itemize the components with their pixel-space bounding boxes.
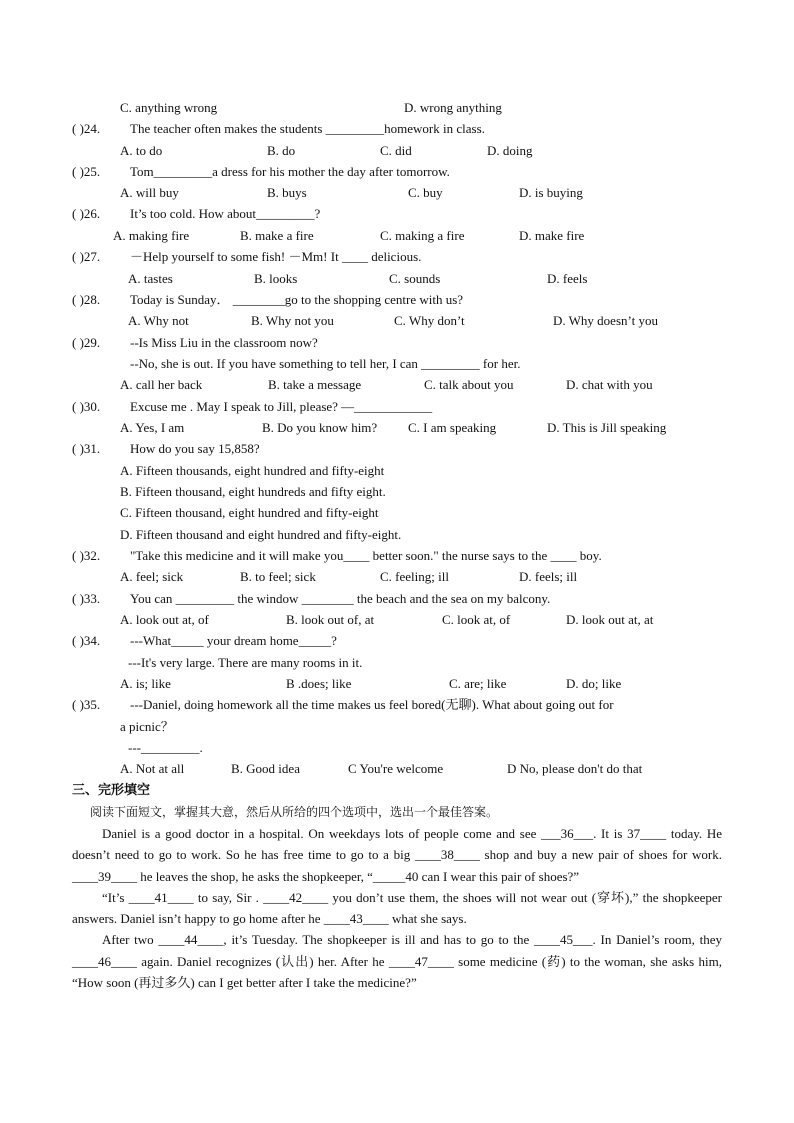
question-stem: How do you say 15,858? [130,441,260,456]
question-stem: You can _________ the window ________ the beach and the sea on my balcony. [130,591,551,606]
question-stem: --Is Miss Liu in the classroom now? [130,335,318,350]
option-d[interactable]: D. make fire [519,228,585,243]
option-a[interactable]: A. Why not [128,313,189,328]
question-stem: ---Daniel, doing homework all the time makes us feel bored(无聊). What about going out for [130,697,614,712]
option-b[interactable]: B. buys [267,185,307,200]
question-stem: It’s too cold. How about_________? [130,206,321,221]
option-d[interactable]: D. doing [487,143,533,158]
passage-paragraph-2: “It’s ____41____ to say, Sir . ____42____ you don’t use them, the shoes will not wear out (穿坏),” the shopkeeper answers. Daniel isn’t happy to go home after he ____43____ what she says. [72,889,722,927]
question-number[interactable]: ( )30. [72,399,101,414]
option-d[interactable]: D. is buying [519,185,583,200]
question-stem: －Help yourself to some fish! －Mm! It ____ delicious. [130,249,422,264]
question-number[interactable]: ( )34. [72,633,101,648]
option-c[interactable]: C. did [380,143,412,158]
question-number[interactable]: ( )32. [72,548,101,563]
option-c[interactable]: C You're welcome [348,761,444,776]
passage-paragraph-1: Daniel is a good doctor in a hospital. On weekdays lots of people come and see ___36___. It is 37____ today. He doesn’t need to go to work. So he has free time to go to a big ____38____ shop and buy a new pair of shoes for work. ____39____ he leaves the shop, he asks the shopkeeper, “_____40 can I wear this pair of shoes?” [72,826,722,884]
option-b[interactable]: B. looks [254,271,298,286]
q23-option-c: C. anything wrong [120,100,218,115]
question-stem-line2: ---It's very large. There are many rooms in it. [128,655,363,670]
option-d[interactable]: D. This is Jill speaking [547,420,667,435]
option-b[interactable]: B. do [267,143,296,158]
option-b[interactable]: B. Why not you [251,313,334,328]
q23-option-d: D. wrong anything [404,100,502,115]
option-d[interactable]: D. chat with you [566,377,653,392]
question-stem: ---What_____ your dream home_____? [130,633,337,648]
option-c[interactable]: C. look at, of [442,612,511,627]
question-number[interactable]: ( )24. [72,121,101,136]
option-d[interactable]: D. Fifteen thousand and eight hundred and fifty-eight. [120,527,402,542]
question-stem: Excuse me . May I speak to Jill, please? —____________ [130,399,433,414]
question-number[interactable]: ( )27. [72,249,101,264]
option-a[interactable]: A. is; like [120,676,171,691]
option-b[interactable]: B. make a fire [240,228,314,243]
option-d[interactable]: D. do; like [566,676,622,691]
option-b[interactable]: B .does; like [286,676,352,691]
option-c[interactable]: C. are; like [449,676,507,691]
option-a[interactable]: A. Not at all [120,761,185,776]
question-number[interactable]: ( )25. [72,164,101,179]
question-number[interactable]: ( )31. [72,441,101,456]
option-c[interactable]: C. Fifteen thousand, eight hundred and fifty-eight [120,505,379,520]
question-stem: "Take this medicine and it will make you____ better soon." the nurse says to the ____ boy. [130,548,602,563]
question-number[interactable]: ( )26. [72,206,101,221]
option-b[interactable]: B. to feel; sick [240,569,316,584]
question-stem: Today is Sunday． ________go to the shopping centre with us? [130,292,464,307]
question-stem-line2: a picnic？ [120,719,174,734]
option-a[interactable]: A. Fifteen thousands, eight hundred and fifty-eight [120,463,385,478]
option-b[interactable]: B. take a message [268,377,362,392]
option-d[interactable]: D. Why doesn’t you [553,313,658,328]
question-stem-line3: ---_________. [128,740,203,755]
question-number[interactable]: ( )33. [72,591,101,606]
option-b[interactable]: B. Do you know him? [262,420,378,435]
option-a[interactable]: A. making fire [113,228,190,243]
question-number[interactable]: ( )28. [72,292,101,307]
option-d[interactable]: D. feels; ill [519,569,578,584]
question-number[interactable]: ( )35. [72,697,101,712]
option-c[interactable]: C. Why don’t [394,313,465,328]
option-c[interactable]: C. I am speaking [408,420,497,435]
option-c[interactable]: C. talk about you [424,377,514,392]
section-title: 三、完形填空 [72,783,151,798]
option-c[interactable]: C. feeling; ill [380,569,449,584]
option-b[interactable]: B. look out of, at [286,612,375,627]
option-a[interactable]: A. feel; sick [120,569,184,584]
option-a[interactable]: A. Yes, I am [120,420,185,435]
passage-paragraph-3: After two ____44____, it’s Tuesday. The shopkeeper is ill and has to go to the ____45___. In Daniel’s room, they ____46____ again. Daniel recognizes (认出) her. After he ____47____ some medicine (药) to the woman, she asks him, “How soon (再过多久) can I get better after I take the medicine?” [72,932,722,991]
option-d[interactable]: D. look out at, at [566,612,654,627]
question-number[interactable]: ( )29. [72,335,101,350]
question-stem: Tom_________a dress for his mother the day after tomorrow. [130,164,450,179]
option-c[interactable]: C. buy [408,185,443,200]
option-b[interactable]: B. Fifteen thousand, eight hundreds and fifty eight. [120,484,386,499]
option-d[interactable]: D. feels [547,271,588,286]
question-stem-line2: --No, she is out. If you have something to tell her, I can _________ for her. [130,356,521,371]
option-b[interactable]: B. Good idea [231,761,300,776]
option-c[interactable]: C. sounds [389,271,441,286]
option-d[interactable]: D No, please don't do that [507,761,643,776]
question-stem: The teacher often makes the students _________homework in class. [130,121,485,136]
cloze-passage [72,823,722,993]
option-a[interactable]: A. call her back [120,377,203,392]
option-a[interactable]: A. will buy [120,185,179,200]
option-c[interactable]: C. making a fire [380,228,465,243]
option-a[interactable]: A. look out at, of [120,612,209,627]
section-instruction: 阅读下面短文，掌握其大意，然后从所给的四个选项中，选出一个最佳答案。 [90,805,499,819]
option-a[interactable]: A. tastes [128,271,173,286]
option-a[interactable]: A. to do [120,143,163,158]
